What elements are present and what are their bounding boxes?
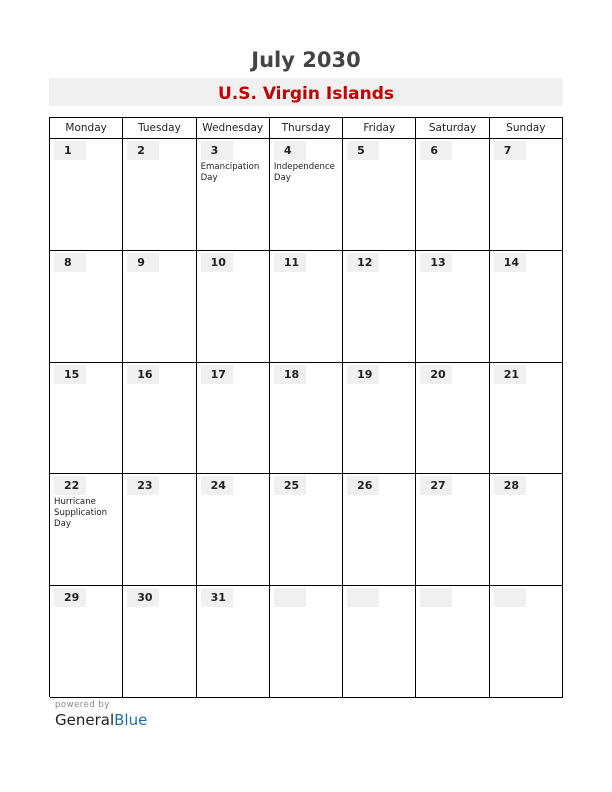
day-cell [416,474,489,586]
day-number: 18 [274,365,306,384]
day-cell [50,363,123,475]
day-number: 15 [54,365,86,384]
weekday-wednesday: Wednesday [197,118,270,139]
day-number: 3 [201,141,233,160]
calendar-title: July 2030 [251,48,361,72]
day-number: 4 [274,141,306,160]
day-cell [490,474,563,586]
weekday-header [50,118,563,139]
country-banner [49,78,563,106]
day-cell [123,139,196,251]
day-number: 5 [347,141,379,160]
day-number: 6 [420,141,452,160]
day-cell [343,251,416,363]
country-name: U.S. Virgin Islands [217,84,395,104]
weekday-thursday: Thursday [270,118,343,139]
brand-blue: Blue [114,711,148,729]
day-cell [270,363,343,475]
week-row [50,139,563,251]
week-row [50,251,563,363]
day-number: 19 [347,365,379,384]
day-number: 8 [54,253,86,272]
day-number: 27 [420,476,452,495]
day-cell [123,363,196,475]
brand-logo [55,711,147,729]
weekday-monday: Monday [50,118,123,139]
day-cell [50,586,123,698]
footer [55,700,147,729]
calendar-grid [49,117,563,697]
day-cell [270,139,343,251]
day-cell [197,139,270,251]
holiday-label: Independence Day [273,162,335,183]
week-row [50,474,563,586]
day-cell [490,139,563,251]
day-number: 12 [347,253,379,272]
day-cell [123,586,196,698]
day-number [494,588,526,607]
day-cell [416,363,489,475]
empty-day-cell [343,586,416,698]
day-number: 24 [201,476,233,495]
day-number [347,588,379,607]
day-cell [123,251,196,363]
empty-day-cell [490,586,563,698]
empty-day-cell [416,586,489,698]
day-number: 28 [494,476,526,495]
day-number: 9 [127,253,159,272]
day-number: 14 [494,253,526,272]
day-cell [343,363,416,475]
weekday-saturday: Saturday [416,118,489,139]
day-number: 31 [201,588,233,607]
day-cell [416,139,489,251]
day-cell [197,251,270,363]
day-number: 16 [127,365,159,384]
day-number: 29 [54,588,86,607]
day-number [420,588,452,607]
week-row [50,363,563,475]
day-cell [197,586,270,698]
day-cell [50,251,123,363]
holiday-label: Hurricane Supplication Day [54,497,108,530]
day-number: 2 [127,141,159,160]
day-number: 7 [494,141,526,160]
day-number: 17 [201,365,233,384]
day-cell [343,139,416,251]
day-number: 26 [347,476,379,495]
week-row [50,586,563,698]
day-number: 22 [54,476,86,495]
brand-general: General [55,711,115,729]
day-number [274,588,306,607]
day-number: 21 [494,365,526,384]
day-number: 20 [420,365,452,384]
day-cell [490,363,563,475]
day-number: 1 [54,141,86,160]
day-number: 11 [274,253,306,272]
weekday-tuesday: Tuesday [123,118,196,139]
day-cell [343,474,416,586]
day-cell [123,474,196,586]
powered-by-text: powered by [55,700,110,710]
day-cell [50,474,123,586]
holiday-label: Emancipation Day [200,162,260,183]
weekday-sunday: Sunday [490,118,563,139]
day-cell [197,474,270,586]
weekday-friday: Friday [343,118,416,139]
day-cell [270,251,343,363]
day-number: 30 [127,588,159,607]
day-cell [270,474,343,586]
day-cell [416,251,489,363]
empty-day-cell [270,586,343,698]
day-number: 25 [274,476,306,495]
day-number: 10 [201,253,233,272]
weeks-container [50,139,563,698]
day-number: 13 [420,253,452,272]
day-cell [197,363,270,475]
day-number: 23 [127,476,159,495]
day-cell [490,251,563,363]
day-cell [50,139,123,251]
